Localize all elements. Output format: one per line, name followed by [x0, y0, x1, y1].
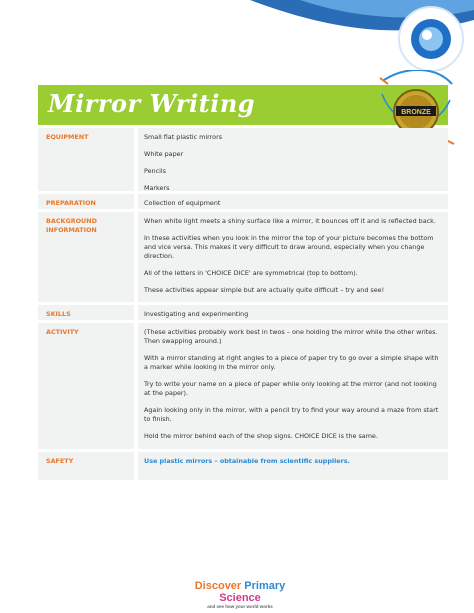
row-content-safety — [138, 452, 448, 480]
table-row — [38, 212, 448, 302]
content-text: These activities appear simple but are actually quite difficult – try and see! — [144, 286, 385, 294]
row-label-preparation: PREPARATION — [38, 194, 134, 209]
logo-word-discover: Discover — [194, 580, 242, 592]
row-content-preparation — [138, 194, 448, 209]
discover-primary-science-logo — [175, 580, 305, 608]
content-text: Hold the mirror behind each of the shop signs. CHOICE DICE is the same. — [144, 432, 378, 440]
content-text: Investigating and experimenting — [144, 310, 249, 318]
logo-word-science: Science — [219, 592, 261, 604]
content-text: Again looking only in the mirror, with a pencil try to find your way around a maze from start to finish. — [144, 406, 439, 423]
row-label-activity: ACTIVITY — [38, 323, 134, 449]
content-text: Try to write your name on a piece of paper while only looking at the mirror (and not looking at the paper). — [144, 380, 437, 397]
table-row — [38, 194, 448, 209]
content-text: Collection of equipment — [144, 199, 221, 207]
row-content-equipment — [138, 128, 448, 191]
row-content-activity — [138, 323, 448, 449]
logo-tagline: and see how your world works — [207, 604, 273, 609]
content-text: Markers — [144, 184, 170, 192]
content-text: Small flat plastic mirrors — [144, 133, 223, 141]
page-title: Mirror Writing — [48, 89, 256, 118]
logo-word-primary: Primary — [244, 580, 286, 592]
table-row — [38, 128, 448, 191]
table-row — [38, 305, 448, 320]
activity-table — [38, 128, 448, 483]
content-text: With a mirror standing at right angles to a piece of paper try to go over a simple shape with a marker while looking in the mirror only. — [144, 354, 439, 371]
content-text: When white light meets a shiny surface like a mirror, it bounces off it and is reflected back. — [144, 217, 436, 225]
medal-label: BRONZE — [401, 109, 431, 116]
content-text: Pencils — [144, 167, 167, 175]
row-label-background: BACKGROUND INFORMATION — [38, 212, 134, 302]
content-text: (These activities probably work best in twos – one holding the mirror while the other writes. Then swapping around.) — [144, 328, 438, 345]
row-content-skills — [138, 305, 448, 320]
content-text: In these activities when you look in the mirror the top of your picture becomes the bottom and vice versa. This makes it very difficult to draw around, especially when you change direction. — [144, 234, 434, 260]
content-text: All of the letters in 'CHOICE DICE' are symmetrical (top to bottom). — [144, 269, 358, 277]
table-row — [38, 452, 448, 480]
content-text: White paper — [144, 150, 184, 158]
row-label-safety: SAFETY — [38, 452, 134, 480]
classroom-activity-badge-icon — [396, 4, 466, 74]
row-label-skills: SKILLS — [38, 305, 134, 320]
table-row — [38, 323, 448, 449]
row-content-background — [138, 212, 448, 302]
row-label-equipment: EQUIPMENT — [38, 128, 134, 191]
safety-text: Use plastic mirrors – obtainable from scientific suppliers. — [144, 457, 351, 465]
